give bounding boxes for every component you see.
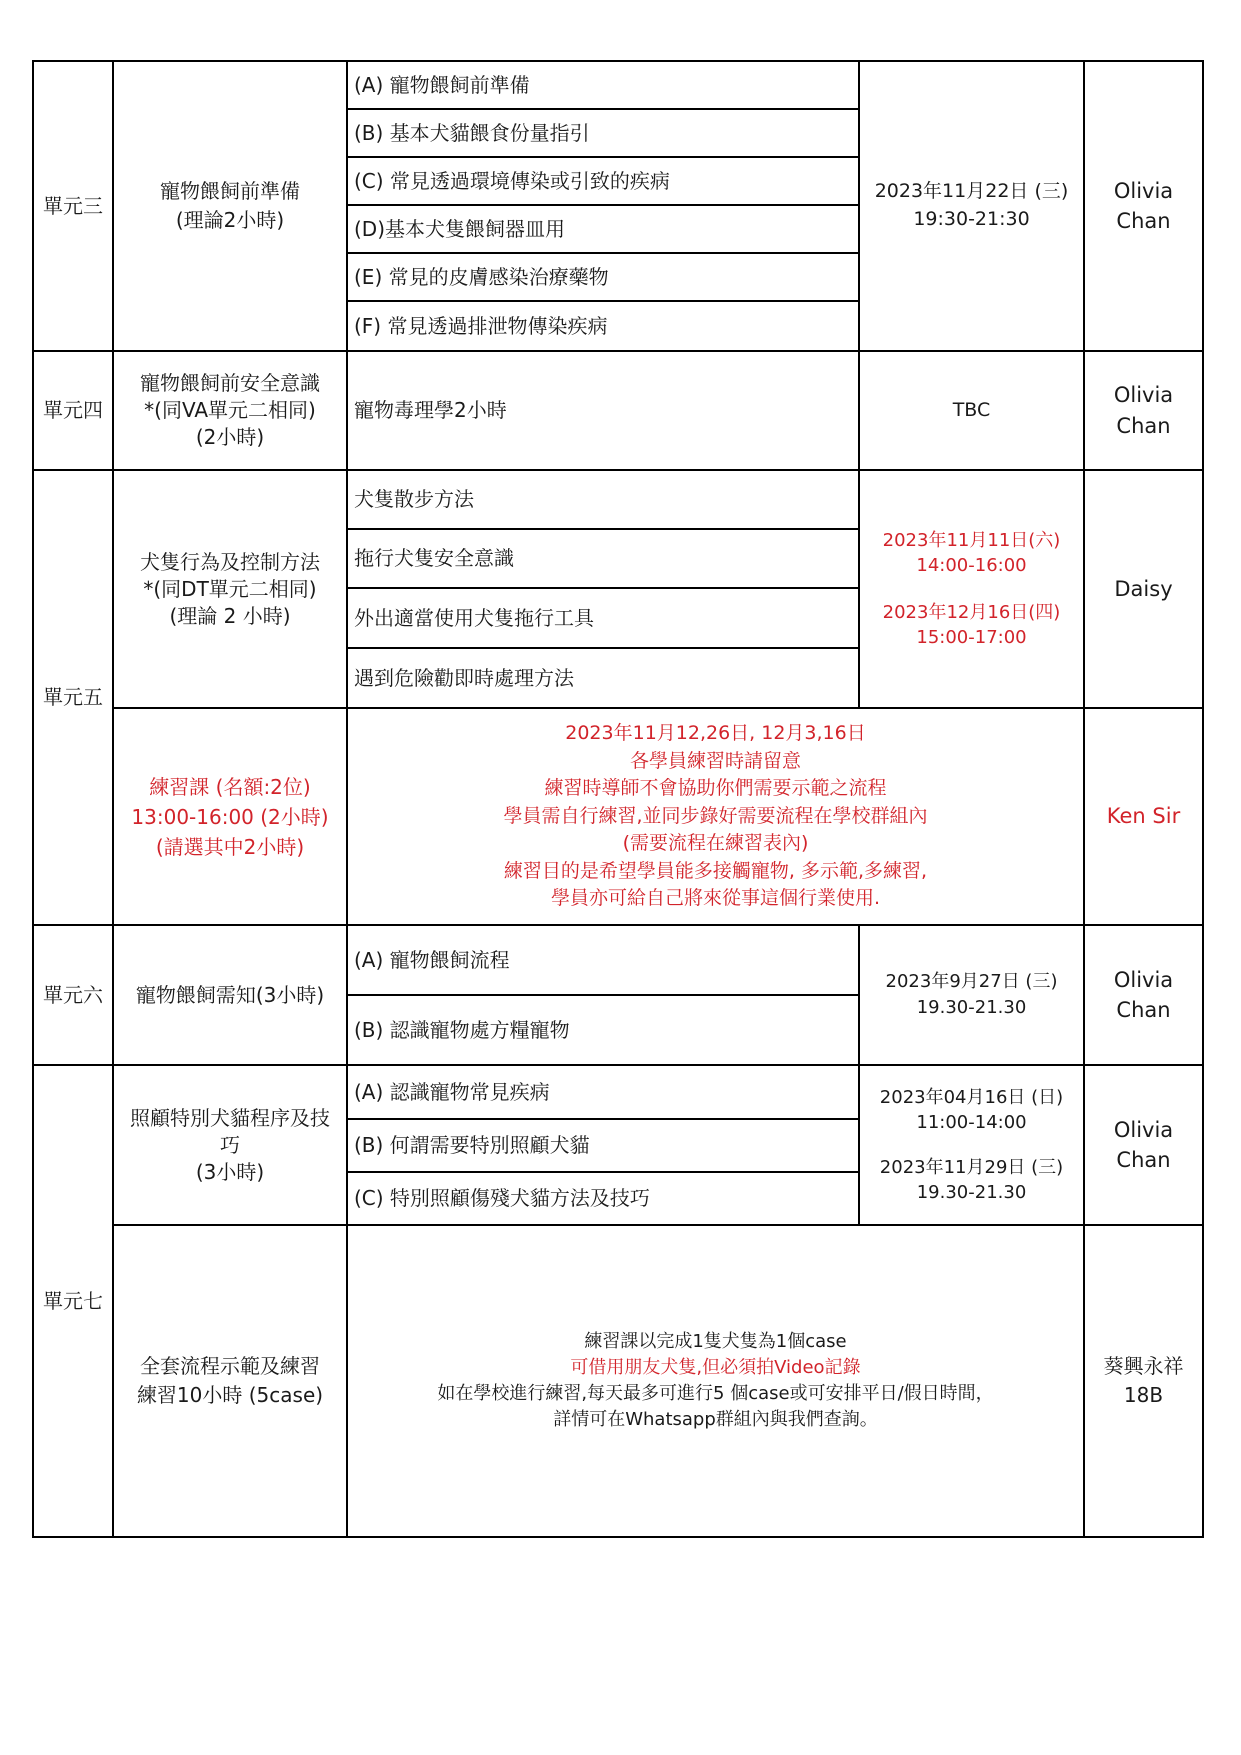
subtopic-d: (D)基本犬隻餵飼器皿用 bbox=[354, 216, 566, 241]
unit-3-tutor: Olivia Chan bbox=[1113, 178, 1174, 233]
unit-5-label: 單元五 bbox=[43, 685, 103, 709]
unit-4-subtopic: 寵物毒理學2小時 bbox=[354, 398, 507, 422]
unit-4-topic: 寵物餵飼前安全意識 *(同VA單元二相同) (2小時) bbox=[140, 371, 320, 449]
unit-5-topic: 犬隻行為及控制方法 *(同DT單元二相同) (理論 2 小時) bbox=[140, 549, 320, 628]
unit-3-row bbox=[32, 60, 1204, 352]
unit-6-topic: 寵物餵飼需知(3小時) bbox=[135, 982, 325, 1007]
unit-6-label: 單元六 bbox=[43, 982, 103, 1007]
unit-3-date: 2023年11月22日 (三) 19:30-21:30 bbox=[874, 180, 1069, 230]
subtopic-4: 遇到危險勸即時處理方法 bbox=[354, 665, 574, 690]
unit-5-row bbox=[32, 471, 1204, 926]
unit-7-tutor: Olivia Chan bbox=[1113, 1117, 1174, 1172]
subtopic-1: 犬隻散步方法 bbox=[354, 487, 474, 511]
unit-5-dates: 2023年11月11日(六) 14:00-16:00 2023年12月16日(四) 15:00-17:00 bbox=[882, 529, 1061, 649]
subtopic-c: (C) 常見透過環境傳染或引致的疾病 bbox=[354, 168, 670, 193]
subtopic-b: (B) 認識寵物處方糧寵物 bbox=[354, 1017, 570, 1042]
unit-6-tutor: Olivia Chan bbox=[1113, 967, 1174, 1022]
unit-4-row bbox=[32, 352, 1204, 471]
subtopic-c: (C) 特別照顧傷殘犬貓方法及技巧 bbox=[354, 1186, 650, 1210]
unit-7-dates: 2023年04月16日 (日) 11:00-14:00 2023年11月29日 (三) 19.30-21.30 bbox=[879, 1086, 1064, 1204]
unit-5-practice-notes: 2023年11月12,26日, 12月3,16日 各學員練習時請留意 練習時導師不會協助你們需要示範之流程 學員需自行練習,並同步錄好需要流程在學校群組內 (需要流程在練習表內) 練習目的是希望學員能多接觸寵物, 多示範,多練習, 學員亦可給自己將來從事這個行業使用. bbox=[503, 722, 928, 910]
unit-5-practice-topic: 練習課 (名額:2位) 13:00-16:00 (2小時) (請選其中2小時) bbox=[131, 774, 329, 859]
subtopic-e: (E) 常見的皮膚感染治療藥物 bbox=[354, 264, 609, 289]
subtopic-b: (B) 何謂需要特別照顧犬貓 bbox=[354, 1133, 590, 1157]
unit-3-label: 單元三 bbox=[43, 193, 103, 218]
subtopic-a: (A) 寵物餵飼流程 bbox=[354, 947, 510, 972]
subtopic-a: (A) 寵物餵飼前準備 bbox=[354, 72, 530, 97]
unit-7-row bbox=[32, 1066, 1204, 1538]
unit-6-row bbox=[32, 926, 1204, 1066]
unit-4-tutor: Olivia Chan bbox=[1113, 383, 1174, 438]
unit-7-practice-notes: 練習課以完成1隻犬隻為1個case 可借用朋友犬隻,但必須拍Video記錄 如在學校進行練習,每天最多可進行5 個case或可安排平日/假日時間， 詳情可在Whatsapp群組內與我們查詢。 bbox=[437, 1330, 994, 1431]
unit-3-topic: 寵物餵飼前準備 (理論2小時) bbox=[160, 179, 300, 232]
subtopic-2: 拖行犬隻安全意識 bbox=[354, 546, 514, 570]
unit-7-practice-tutor: 葵興永祥 18B bbox=[1103, 1354, 1184, 1407]
schedule-table bbox=[32, 60, 1204, 1538]
unit-5-practice-tutor: Ken Sir bbox=[1106, 804, 1181, 829]
subtopic-3: 外出適當使用犬隻拖行工具 bbox=[354, 605, 594, 630]
unit-5-tutor: Daisy bbox=[1114, 576, 1173, 601]
subtopic-f: (F) 常見透過排泄物傳染疾病 bbox=[354, 313, 608, 338]
unit-4-label: 單元四 bbox=[43, 398, 103, 422]
unit-6-date: 2023年9月27日 (三) 19.30-21.30 bbox=[885, 970, 1058, 1018]
unit-7-practice-topic: 全套流程示範及練習 練習10小時 (5case) bbox=[136, 1354, 324, 1407]
subtopic-b: (B) 基本犬貓餵食份量指引 bbox=[354, 120, 590, 145]
unit-7-topic: 照顧特別犬貓程序及技 巧 (3小時) bbox=[130, 1105, 330, 1184]
subtopic-a: (A) 認識寵物常見疾病 bbox=[354, 1079, 550, 1104]
unit-7-label: 單元七 bbox=[43, 1288, 103, 1313]
unit-4-date: TBC bbox=[952, 398, 991, 421]
